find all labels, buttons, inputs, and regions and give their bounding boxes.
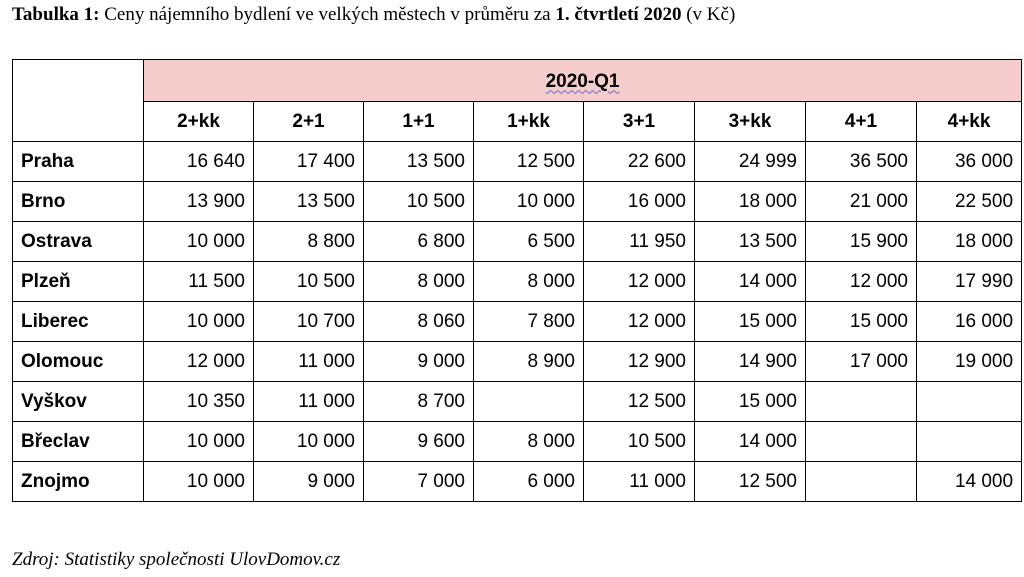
price-cell: 10 000 (254, 422, 364, 462)
price-cell: 13 500 (695, 222, 806, 262)
price-cell: 8 060 (364, 302, 474, 342)
price-cell: 17 000 (806, 342, 917, 382)
price-cell: 10 000 (144, 422, 254, 462)
price-cell: 22 600 (584, 142, 695, 182)
table-caption (12, 4, 735, 26)
table-row (13, 462, 1022, 502)
price-cell (917, 422, 1022, 462)
column-header: 3+1 (584, 102, 695, 142)
price-cell: 16 000 (917, 302, 1022, 342)
price-cell: 14 900 (695, 342, 806, 382)
price-cell: 11 950 (584, 222, 695, 262)
caption-period: 1. čtvrtletí 2020 (555, 4, 682, 25)
price-cell: 14 000 (695, 422, 806, 462)
city-cell: Liberec (13, 302, 144, 342)
price-cell: 8 000 (364, 262, 474, 302)
column-header: 1+kk (474, 102, 584, 142)
price-cell: 7 000 (364, 462, 474, 502)
source-note: Zdroj: Statistiky společnosti UlovDomov.cz (12, 549, 341, 570)
price-cell: 8 800 (254, 222, 364, 262)
price-cell: 14 000 (695, 262, 806, 302)
price-cell: 10 500 (364, 182, 474, 222)
city-cell: Plzeň (13, 262, 144, 302)
price-cell: 12 000 (584, 262, 695, 302)
column-header: 4+kk (917, 102, 1022, 142)
price-cell: 11 000 (254, 342, 364, 382)
price-cell: 12 500 (695, 462, 806, 502)
price-cell: 11 000 (584, 462, 695, 502)
city-cell: Olomouc (13, 342, 144, 382)
price-cell: 7 800 (474, 302, 584, 342)
price-cell: 12 900 (584, 342, 695, 382)
table-row (13, 142, 1022, 182)
table-row (13, 342, 1022, 382)
price-cell (806, 462, 917, 502)
city-cell: Vyškov (13, 382, 144, 422)
price-cell: 22 500 (917, 182, 1022, 222)
caption-unit: (v Kč) (681, 4, 736, 25)
price-cell: 18 000 (695, 182, 806, 222)
price-cell: 14 000 (917, 462, 1022, 502)
price-cell: 36 000 (917, 142, 1022, 182)
price-cell: 6 000 (474, 462, 584, 502)
city-cell: Znojmo (13, 462, 144, 502)
price-cell (806, 422, 917, 462)
price-cell: 9 000 (254, 462, 364, 502)
column-header: 4+1 (806, 102, 917, 142)
price-cell: 10 000 (144, 222, 254, 262)
table-row (13, 262, 1022, 302)
rent-prices-table (12, 59, 1022, 502)
price-cell: 16 640 (144, 142, 254, 182)
price-cell: 8 900 (474, 342, 584, 382)
price-cell: 10 500 (584, 422, 695, 462)
price-cell: 12 500 (474, 142, 584, 182)
price-cell (474, 382, 584, 422)
price-cell: 10 000 (474, 182, 584, 222)
price-cell: 10 000 (144, 302, 254, 342)
price-cell: 36 500 (806, 142, 917, 182)
price-cell: 17 400 (254, 142, 364, 182)
column-header: 1+1 (364, 102, 474, 142)
table-row (13, 182, 1022, 222)
column-header: 2+1 (254, 102, 364, 142)
price-cell: 12 000 (806, 262, 917, 302)
price-cell: 13 500 (254, 182, 364, 222)
price-cell: 12 000 (144, 342, 254, 382)
price-cell: 15 900 (806, 222, 917, 262)
price-cell (806, 382, 917, 422)
price-cell: 15 000 (806, 302, 917, 342)
price-cell: 6 500 (474, 222, 584, 262)
city-cell: Břeclav (13, 422, 144, 462)
price-cell: 11 000 (254, 382, 364, 422)
price-cell: 13 500 (364, 142, 474, 182)
price-cell: 6 800 (364, 222, 474, 262)
period-header: 2020-Q1 (144, 60, 1022, 102)
price-cell: 16 000 (584, 182, 695, 222)
price-cell (917, 382, 1022, 422)
table-row (13, 222, 1022, 262)
price-cell: 10 350 (144, 382, 254, 422)
caption-label: Tabulka 1: (12, 4, 100, 25)
city-cell: Ostrava (13, 222, 144, 262)
price-cell: 15 000 (695, 302, 806, 342)
price-cell: 8 000 (474, 262, 584, 302)
price-cell: 21 000 (806, 182, 917, 222)
caption-text: Ceny nájemního bydlení ve velkých městech v průměru za (99, 4, 556, 25)
column-header: 3+kk (695, 102, 806, 142)
price-cell: 18 000 (917, 222, 1022, 262)
price-cell: 15 000 (695, 382, 806, 422)
corner-cell (13, 60, 144, 142)
price-cell: 17 990 (917, 262, 1022, 302)
price-cell: 10 000 (144, 462, 254, 502)
column-header: 2+kk (144, 102, 254, 142)
price-cell: 19 000 (917, 342, 1022, 382)
price-cell: 9 000 (364, 342, 474, 382)
table-row (13, 302, 1022, 342)
price-cell: 13 900 (144, 182, 254, 222)
price-cell: 10 500 (254, 262, 364, 302)
price-cell: 24 999 (695, 142, 806, 182)
price-cell: 12 000 (584, 302, 695, 342)
table-row (13, 422, 1022, 462)
city-cell: Brno (13, 182, 144, 222)
price-cell: 11 500 (144, 262, 254, 302)
price-cell: 9 600 (364, 422, 474, 462)
price-cell: 12 500 (584, 382, 695, 422)
price-cell: 10 700 (254, 302, 364, 342)
price-cell: 8 000 (474, 422, 584, 462)
price-cell: 8 700 (364, 382, 474, 422)
city-cell: Praha (13, 142, 144, 182)
table-row (13, 382, 1022, 422)
